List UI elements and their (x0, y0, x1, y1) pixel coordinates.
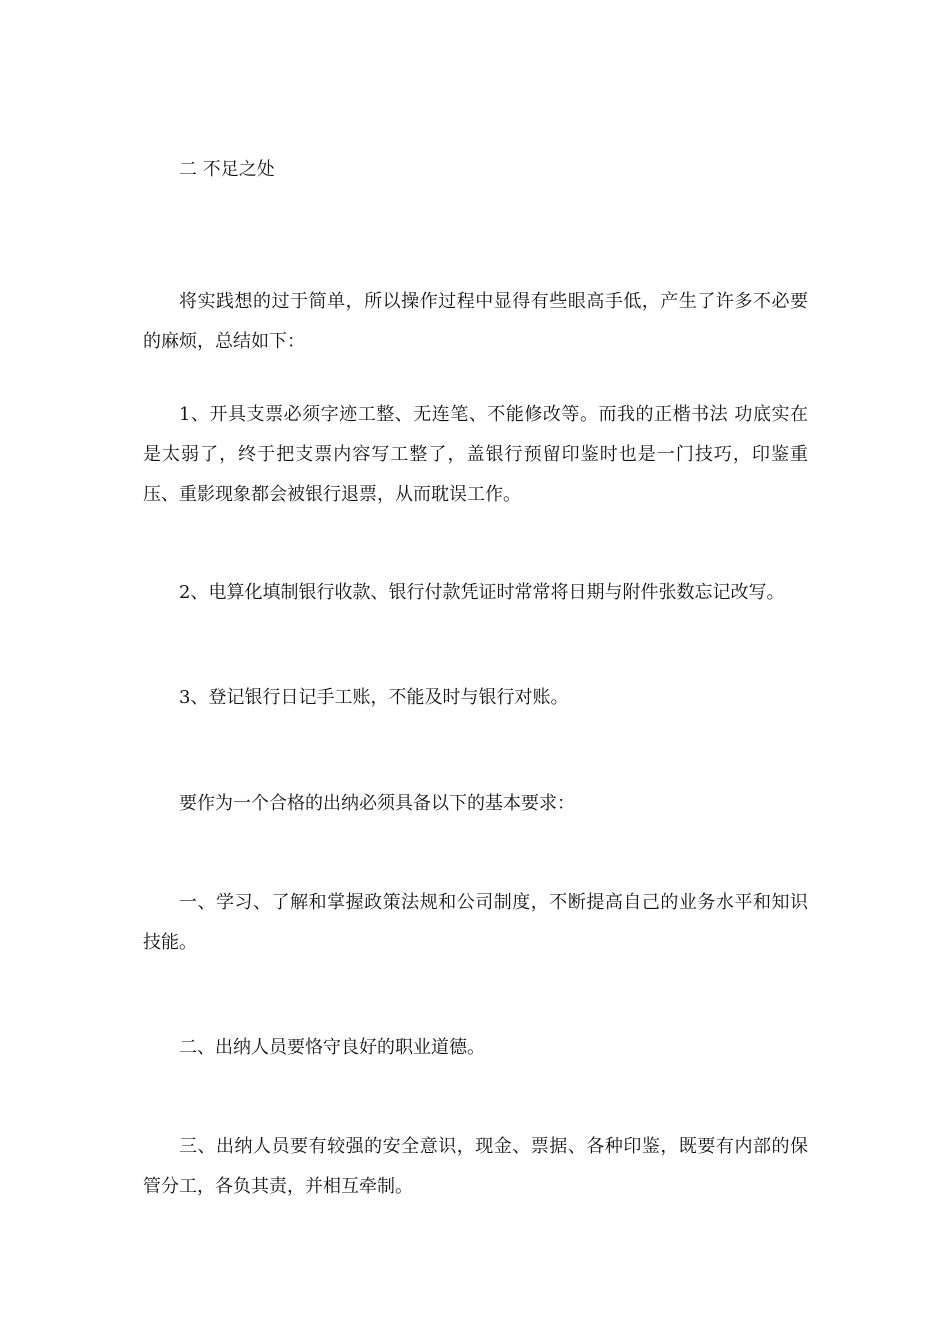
shortcoming-item-1: 1、开具支票必须字迹工整、无连笔、不能修改等。而我的正楷书法 功底实在是太弱了，终于把支票内容写工整了，盖银行预留印鉴时也是一门技巧，印鉴重压、重影现象都会被银行退票，从而耽误工作。 (143, 404, 808, 505)
shortcoming-item-3: 3、登记银行日记手工账，不能及时与银行对账。 (179, 687, 569, 708)
requirement-item-2: 二、出纳人员要恪守良好的职业道德。 (179, 1037, 485, 1058)
requirement-item-3: 三、出纳人员要有较强的安全意识，现金、票据、各种印鉴，既要有内部的保管分工，各负其责，并相互牵制。 (143, 1136, 808, 1197)
section-heading: 二 不足之处 (179, 159, 275, 180)
intro-paragraph: 将实践想的过于简单，所以操作过程中显得有些眼高手低，产生了许多不必要的麻烦，总结如下： (143, 291, 808, 352)
shortcoming-item-2: 2、电算化填制银行收款、银行付款凭证时常常将日期与附件张数忘记改写。 (179, 582, 785, 603)
requirements-intro-paragraph: 要作为一个合格的出纳必须具备以下的基本要求： (179, 793, 575, 814)
requirement-item-1: 一、学习、了解和掌握政策法规和公司制度，不断提高自己的业务水平和知识技能。 (143, 892, 808, 953)
